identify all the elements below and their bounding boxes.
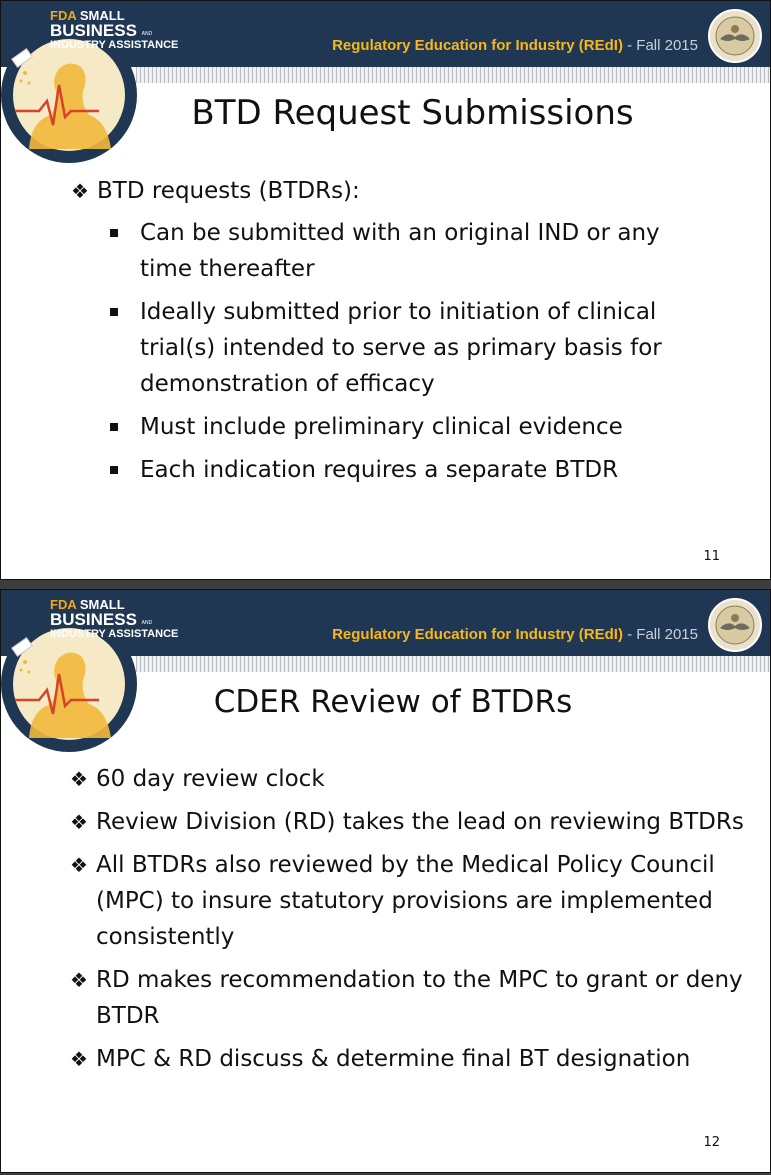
page-number: 11 bbox=[703, 549, 720, 564]
square-bullet-icon bbox=[110, 308, 118, 316]
bullet-list bbox=[71, 173, 711, 495]
list-item bbox=[105, 215, 711, 287]
sub-bullet-text: Can be submitted with an original IND or any time thereafter bbox=[140, 220, 660, 282]
series-season: - Fall 2015 bbox=[622, 37, 698, 54]
diamond-bullet-icon: ❖ bbox=[70, 853, 88, 877]
sub-bullet-list bbox=[97, 215, 711, 488]
header-stripe bbox=[136, 656, 770, 672]
series-main: Regulatory Education for Industry (REdI) bbox=[332, 37, 623, 54]
list-item bbox=[70, 804, 760, 840]
bullet-text: Review Division (RD) takes the lead on reviewing BTDRs bbox=[96, 809, 744, 835]
list-item bbox=[70, 1041, 760, 1077]
series-title bbox=[332, 626, 698, 643]
list-item bbox=[105, 294, 711, 402]
logo-industry-assistance: INDUSTRY ASSISTANCE bbox=[50, 628, 179, 640]
logo-and: AND bbox=[141, 31, 153, 37]
bullet-text: All BTDRs also reviewed by the Medical Policy Council (MPC) to insure statutory provisions are implemented consistently bbox=[96, 852, 715, 950]
list-item bbox=[70, 847, 760, 955]
page-number: 12 bbox=[703, 1135, 720, 1150]
bullet-list bbox=[70, 761, 760, 1084]
sub-bullet-text: Ideally submitted prior to initiation of clinical trial(s) intended to serve as primary basis for demonstration of efficacy bbox=[140, 299, 662, 397]
square-bullet-icon bbox=[110, 229, 118, 237]
bullet-text: RD makes recommendation to the MPC to grant or deny BTDR bbox=[96, 967, 743, 1029]
logo-small: SMALL bbox=[79, 8, 125, 23]
slide-title: BTD Request Submissions bbox=[191, 93, 634, 133]
sub-bullet-text: Must include preliminary clinical evidence bbox=[140, 414, 623, 440]
series-title bbox=[332, 37, 698, 54]
diamond-bullet-icon: ❖ bbox=[70, 968, 88, 992]
diamond-bullet-icon: ❖ bbox=[71, 179, 89, 203]
bullet-text: BTD requests (BTDRs): bbox=[97, 178, 360, 204]
list-item bbox=[70, 962, 760, 1034]
square-bullet-icon bbox=[110, 423, 118, 431]
slide-title: CDER Review of BTDRs bbox=[213, 684, 573, 720]
logo-small: SMALL bbox=[79, 597, 125, 612]
logo-and: AND bbox=[141, 620, 153, 626]
logo-business: BUSINESS bbox=[50, 610, 137, 629]
list-item bbox=[105, 409, 711, 445]
sub-bullet-text: Each indication requires a separate BTDR bbox=[140, 457, 619, 483]
list-item bbox=[71, 173, 711, 488]
fda-small-business-logo bbox=[50, 598, 178, 640]
bullet-text: 60 day review clock bbox=[96, 766, 325, 792]
list-item bbox=[70, 761, 760, 797]
logo-fda: FDA bbox=[50, 8, 77, 23]
bullet-text: MPC & RD discuss & determine final BT designation bbox=[96, 1046, 691, 1072]
logo-business: BUSINESS bbox=[50, 21, 137, 40]
square-bullet-icon bbox=[110, 466, 118, 474]
diamond-bullet-icon: ❖ bbox=[70, 767, 88, 791]
hhs-seal-icon bbox=[708, 598, 762, 652]
slide-11 bbox=[0, 0, 771, 580]
logo-fda: FDA bbox=[50, 597, 77, 612]
logo-industry-assistance: INDUSTRY ASSISTANCE bbox=[50, 39, 179, 51]
list-item bbox=[105, 452, 711, 488]
diamond-bullet-icon: ❖ bbox=[70, 810, 88, 834]
fda-small-business-logo bbox=[50, 9, 178, 51]
header-stripe bbox=[136, 67, 770, 83]
hhs-seal-icon bbox=[708, 9, 762, 63]
series-season: - Fall 2015 bbox=[622, 626, 698, 643]
series-main: Regulatory Education for Industry (REdI) bbox=[332, 626, 623, 643]
diamond-bullet-icon: ❖ bbox=[70, 1047, 88, 1071]
